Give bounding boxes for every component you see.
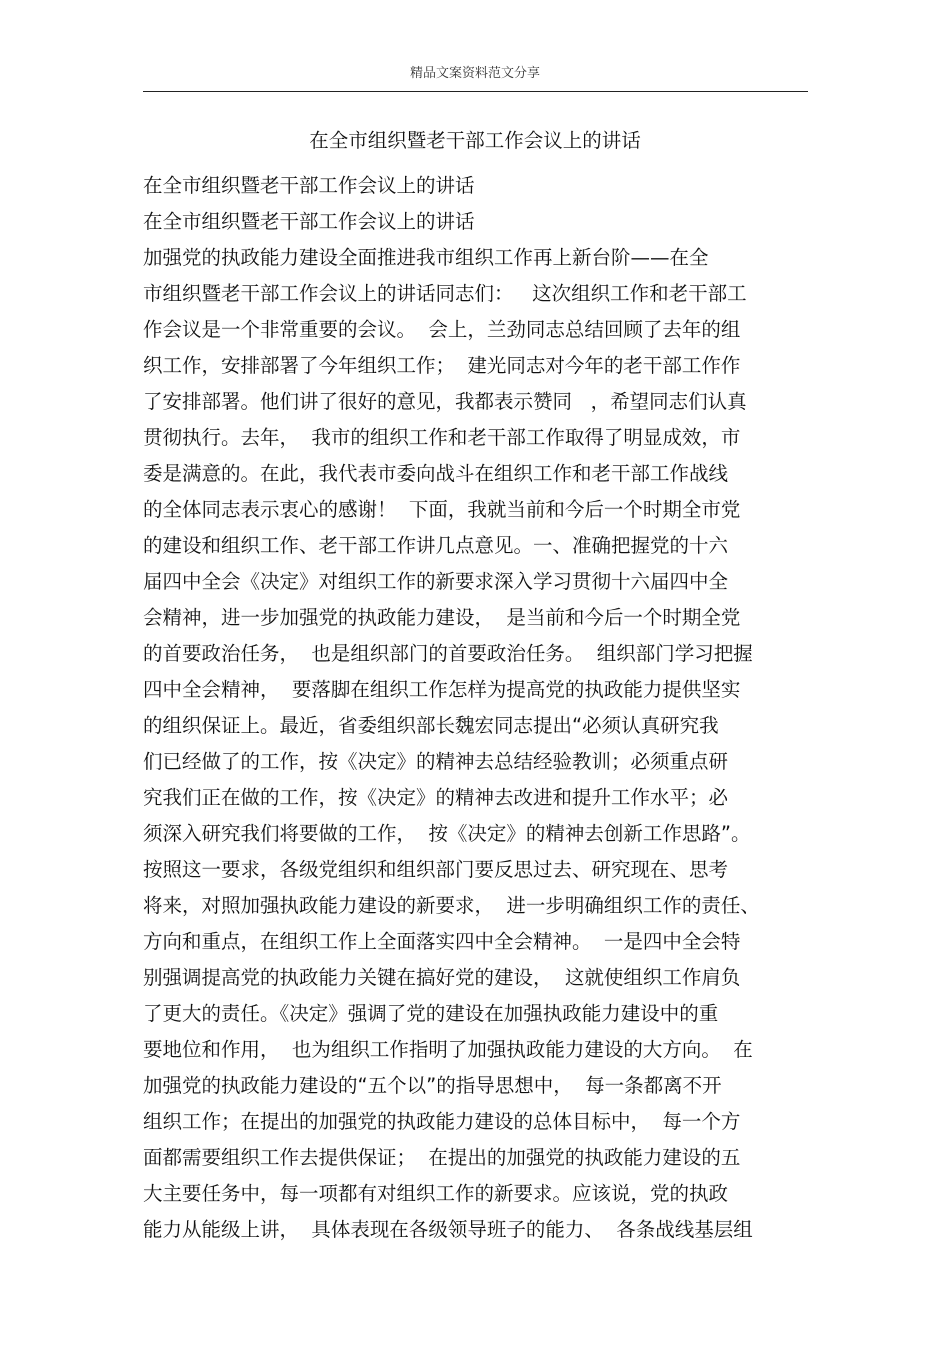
body-line: 究我们正在做的工作，按《决定》的精神去改进和提升工作水平；必	[143, 786, 729, 809]
body-line: 须深入研究我们将要做的工作， 按《决定》的精神去创新工作思路”。	[143, 822, 751, 845]
body-line: 组织工作；在提出的加强党的执政能力建设的总体目标中， 每一个方	[143, 1110, 741, 1133]
body-line: 将来，对照加强执政能力建设的新要求， 进一步明确组织工作的责任、	[143, 894, 760, 917]
body-line: 作会议是一个非常重要的会议。 会上，兰劲同志总结回顾了去年的组	[143, 318, 741, 341]
body-line: 的全体同志表示衷心的感谢！ 下面，我就当前和今后一个时期全市党	[143, 498, 741, 521]
body-line: 届四中全会《决定》对组织工作的新要求深入学习贯彻十六届四中全	[143, 570, 729, 593]
body-line: 会精神，进一步加强党的执政能力建设， 是当前和今后一个时期全党	[143, 606, 741, 629]
body-line: 织工作，安排部署了今年组织工作； 建光同志对今年的老干部工作作	[143, 354, 741, 377]
body-line: 四中全会精神， 要落脚在组织工作怎样为提高党的执政能力提供坚实	[143, 678, 741, 701]
body-line: 方向和重点，在组织工作上全面落实四中全会精神。 一是四中全会特	[143, 930, 741, 953]
document-body	[143, 168, 813, 1248]
body-line: 的首要政治任务， 也是组织部门的首要政治任务。 组织部门学习把握	[143, 642, 753, 665]
body-line: 要地位和作用， 也为组织工作指明了加强执政能力建设的大方向。 在	[143, 1038, 753, 1061]
header-divider	[143, 91, 808, 92]
body-line: 了更大的责任。《决定》强调了党的建设在加强执政能力建设中的重	[143, 1002, 719, 1025]
page-header: 精品文案资料范文分享	[409, 66, 540, 81]
body-line: 在全市组织暨老干部工作会议上的讲话	[143, 174, 475, 197]
body-line: 委是满意的。在此，我代表市委向战斗在组织工作和老干部工作战线	[143, 462, 729, 485]
body-line: 的建设和组织工作、老干部工作讲几点意见。一、准确把握党的十六	[143, 534, 729, 557]
body-line: 面都需要组织工作去提供保证； 在提出的加强党的执政能力建设的五	[143, 1146, 741, 1169]
body-line: 能力从能级上讲， 具体表现在各级领导班子的能力、 各条战线基层组	[143, 1218, 753, 1241]
body-line: 市组织暨老干部工作会议上的讲话同志们： 这次组织工作和老干部工	[143, 282, 747, 305]
body-line: 加强党的执政能力建设的“五个以”的指导思想中， 每一条都离不开	[143, 1074, 722, 1097]
body-line: 的组织保证上。最近，省委组织部长魏宏同志提出“必须认真研究我	[143, 714, 719, 737]
body-line: 别强调提高党的执政能力关键在搞好党的建设， 这就使组织工作肩负	[143, 966, 741, 989]
body-line: 大主要任务中，每一项都有对组织工作的新要求。应该说，党的执政	[143, 1182, 729, 1205]
body-line: 按照这一要求，各级党组织和组织部门要反思过去、研究现在、思考	[143, 858, 729, 881]
document-title: 在全市组织暨老干部工作会议上的讲话	[309, 129, 641, 152]
body-line: 在全市组织暨老干部工作会议上的讲话	[143, 210, 475, 233]
body-line: 加强党的执政能力建设全面推进我市组织工作再上新台阶——在全	[143, 246, 709, 269]
body-line: 贯彻执行。去年， 我市的组织工作和老干部工作取得了明显成效，市	[143, 426, 741, 449]
body-line: 们已经做了的工作，按《决定》的精神去总结经验教训；必须重点研	[143, 750, 729, 773]
body-line: 了安排部署。他们讲了很好的意见，我都表示赞同 ，希望同志们认真	[143, 390, 747, 413]
